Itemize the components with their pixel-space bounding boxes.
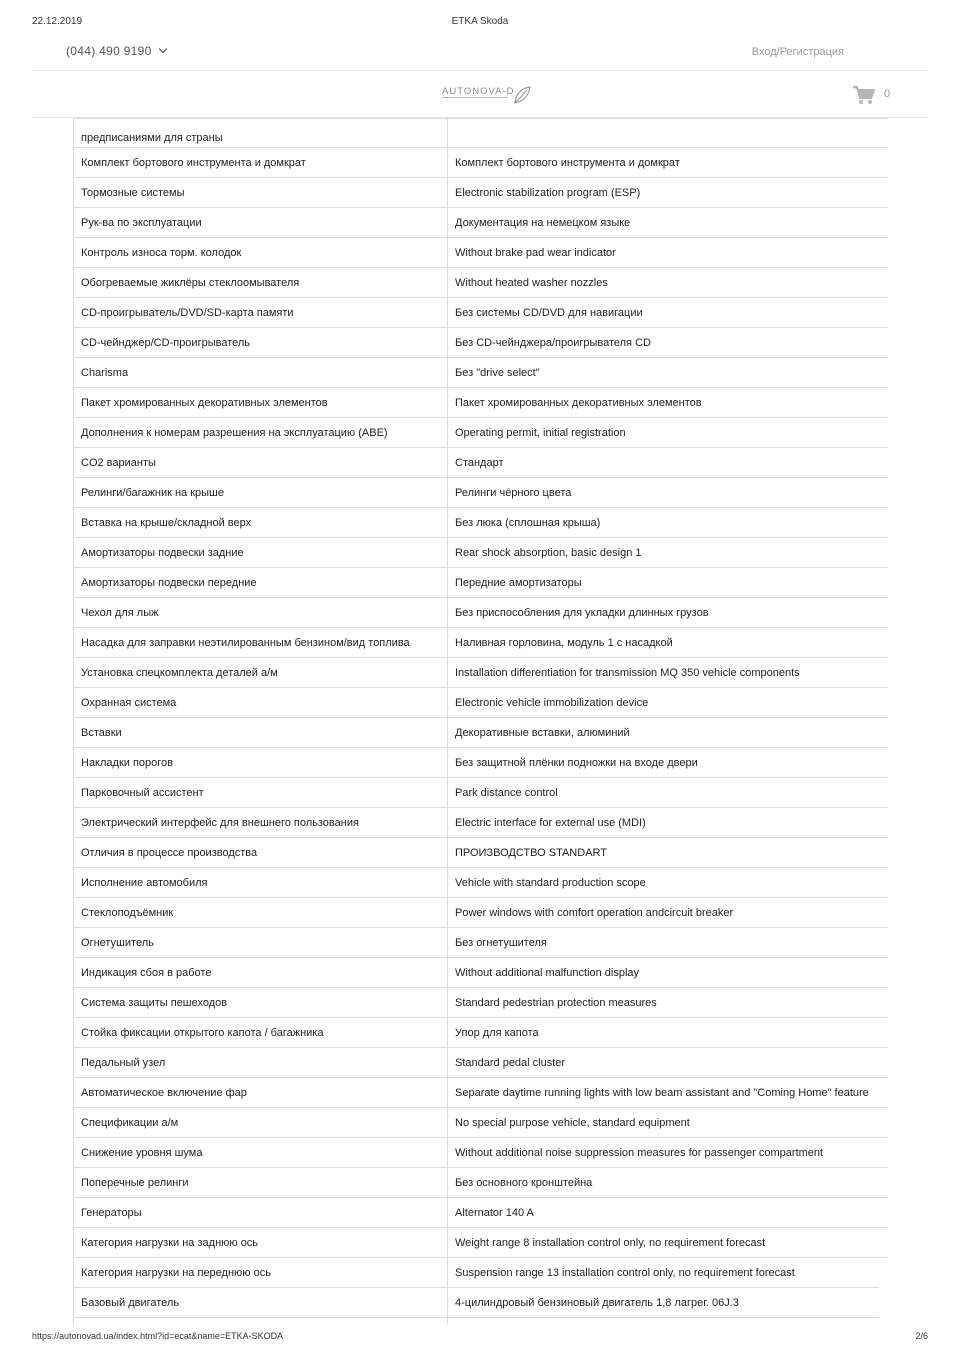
option-category-cell: Автоматическое включение фар: [74, 1078, 448, 1108]
table-row: [74, 988, 889, 1018]
table-row: [74, 1318, 889, 1325]
option-category-cell: Индикация сбоя в работе: [74, 958, 448, 988]
option-value-cell: Alternator 140 A: [448, 1198, 889, 1228]
table-row: [74, 928, 889, 958]
table-row: [74, 328, 889, 358]
table-row: [74, 1048, 889, 1078]
table-row: [74, 148, 889, 178]
logo-text: AUTONOVA-D: [442, 86, 515, 97]
option-category-cell: Вставки: [74, 718, 448, 748]
option-value-cell: Standard pedal cluster: [448, 1048, 889, 1078]
table-row: [74, 508, 889, 538]
option-value-cell: Релинги чёрного цвета: [448, 478, 889, 508]
option-value-cell: Without additional malfunction display: [448, 958, 889, 988]
cart-icon: [852, 85, 876, 105]
table-row: [74, 268, 889, 298]
option-category-cell: CD-проигрыватель/DVD/SD-карта памяти: [74, 298, 448, 328]
page-number: 2/6: [915, 1331, 928, 1341]
option-category-cell: CD-чейнджер/CD-проигрыватель: [74, 328, 448, 358]
table-row: [74, 688, 889, 718]
option-category-cell: Стойка фиксации открытого капота / багажника: [74, 1018, 448, 1048]
option-category-cell: Огнетушитель: [74, 928, 448, 958]
table-row: [74, 1228, 889, 1258]
option-value-cell: Декоративные вставки, алюминий: [448, 718, 889, 748]
option-value-cell: Без люка (сплошная крыша): [448, 508, 889, 538]
table-row: [74, 1018, 889, 1048]
table-row: [74, 1108, 889, 1138]
print-header: [32, 16, 928, 30]
option-category-cell: Чехол для лыж: [74, 598, 448, 628]
table-row: [74, 1168, 889, 1198]
option-value-cell: Electronic vehicle immobilization device: [448, 688, 889, 718]
table-row: [74, 748, 889, 778]
option-value-cell: Vehicle with standard production scope: [448, 868, 889, 898]
leaf-icon: [512, 85, 532, 105]
table-row: [74, 718, 889, 748]
option-value-cell: Rear shock absorption, basic design 1: [448, 538, 889, 568]
option-value-cell: Передние амортизаторы: [448, 568, 889, 598]
top-bar: [32, 38, 928, 71]
option-category-cell: Тормозные системы: [74, 178, 448, 208]
option-category-cell: Снижение уровня шума: [74, 1138, 448, 1168]
table-row: [74, 1258, 889, 1288]
option-category-cell: предписаниями для страны: [74, 119, 448, 148]
table-row: [74, 418, 889, 448]
option-category-cell: Электрический интерфейс для внешнего пользования: [74, 808, 448, 838]
table-row: [74, 568, 889, 598]
option-value-cell: Без огнетушителя: [448, 928, 889, 958]
option-category-cell: Спецификации а/м: [74, 1108, 448, 1138]
option-value-cell: Weight range 8 installation control only, no requirement forecast: [448, 1228, 889, 1258]
option-value-cell: Комплект бортового инструмента и домкрат: [448, 148, 889, 178]
option-category-cell: Исполнение автомобиля: [74, 868, 448, 898]
table-row: [74, 598, 889, 628]
option-value-cell: Electronic stabilization program (ESP): [448, 178, 889, 208]
table-row: [74, 808, 889, 838]
option-value-cell: Без CD-чейнджера/проигрывателя CD: [448, 328, 889, 358]
option-category-cell: Категория нагрузки на переднюю ось: [74, 1258, 448, 1288]
option-category-cell: Педальный узел: [74, 1048, 448, 1078]
option-value-cell: Пакет хромированных декоративных элементов: [448, 388, 889, 418]
option-category-cell: Насадка для заправки неэтилированным бензином/вид топлива: [74, 628, 448, 658]
option-category-cell: Охранная система: [74, 688, 448, 718]
option-category-cell: Обогреваемые жиклёры стеклоомывателя: [74, 268, 448, 298]
option-value-cell: Standard pedestrian protection measures: [448, 988, 889, 1018]
option-category-cell: Амортизаторы подвески передние: [74, 568, 448, 598]
option-value-cell: Без защитной плёнки подножки на входе двери: [448, 748, 889, 778]
equipment-table: [73, 118, 888, 1324]
option-value-cell: Operating permit, initial registration: [448, 418, 889, 448]
print-footer: [32, 1331, 928, 1345]
print-date: 22.12.2019: [32, 16, 83, 27]
option-category-cell: Комплект бортового инструмента и домкрат: [74, 148, 448, 178]
option-value-cell: Suspension range 13 installation control only, no requirement forecast: [448, 1258, 889, 1288]
print-url: https://autonovad.ua/index.html?id=ecat&name=ETKA-SKODA: [32, 1331, 284, 1341]
option-value-cell: Наливная горловина, модуль 1 с насадкой: [448, 628, 889, 658]
option-category-cell: Рук-ва по эксплуатации: [74, 208, 448, 238]
option-value-cell: Стандарт: [448, 448, 889, 478]
table-row: [74, 1288, 889, 1318]
option-category-cell: Парковочный ассистент: [74, 778, 448, 808]
option-value-cell: Without heated washer nozzles: [448, 268, 889, 298]
table-row: [74, 1138, 889, 1168]
equipment-table-area: [73, 118, 888, 1324]
table-row: [74, 238, 889, 268]
table-row: [74, 838, 889, 868]
option-category-cell: Вставка на крыше/складной верх: [74, 508, 448, 538]
table-row: [74, 478, 889, 508]
option-category-cell: Поперечные релинги: [74, 1168, 448, 1198]
table-row: [74, 178, 889, 208]
option-value-cell: Separate daytime running lights with low beam assistant and "Coming Home" feature: [448, 1078, 889, 1108]
option-value-cell: 4-цилиндровый бензиновый двигатель 1,8 лагрег. 06J.3: [448, 1288, 889, 1318]
cart-button[interactable]: [852, 85, 876, 105]
table-row: [74, 628, 889, 658]
option-category-cell: Накладки порогов: [74, 748, 448, 778]
option-value-cell: No special purpose vehicle, standard equipment: [448, 1108, 889, 1138]
option-category-cell: Генераторы: [74, 1198, 448, 1228]
option-category-cell: Отличия в процессе производства: [74, 838, 448, 868]
table-row: [74, 358, 889, 388]
header-bar: [32, 71, 928, 118]
option-value-cell: Power windows with comfort operation andcircuit breaker: [448, 898, 889, 928]
option-value-cell: Упор для капота: [448, 1018, 889, 1048]
table-row: [74, 208, 889, 238]
option-category-cell: Категория нагрузки на заднюю ось: [74, 1228, 448, 1258]
table-row: [74, 388, 889, 418]
table-row: [74, 1198, 889, 1228]
logo-underline: [442, 97, 508, 100]
table-row: [74, 538, 889, 568]
option-category-cell: Установка спецкомплекта деталей а/м: [74, 658, 448, 688]
option-category-cell: Релинги/багажник на крыше: [74, 478, 448, 508]
print-title: ETKA Skoda: [451, 16, 509, 27]
option-category-cell: Базовый двигатель: [74, 1288, 448, 1318]
option-category-cell: Система защиты пешеходов: [74, 988, 448, 1018]
phone-dropdown[interactable]: [66, 44, 166, 58]
option-value-cell: Документация на немецком языке: [448, 208, 889, 238]
option-value-cell: Without brake pad wear indicator: [448, 238, 889, 268]
option-value-cell: [448, 119, 889, 148]
table-row: [74, 448, 889, 478]
option-value-cell: Electric interface for external use (MDI): [448, 808, 889, 838]
table-row: [74, 868, 889, 898]
table-row: [74, 119, 889, 148]
chevron-down-icon: [158, 45, 166, 53]
option-category-cell: Стеклоподъёмник: [74, 898, 448, 928]
option-value-cell: Installation differentiation for transmission MQ 350 vehicle components: [448, 658, 889, 688]
option-category-cell: Амортизаторы подвески задние: [74, 538, 448, 568]
option-value-cell: Без основного кронштейна: [448, 1168, 889, 1198]
table-row: [74, 778, 889, 808]
option-category-cell: Пакет хромированных декоративных элементов: [74, 388, 448, 418]
table-row: [74, 898, 889, 928]
scroll-edge: [879, 1280, 891, 1326]
option-category-cell: Дополнения к номерам разрешения на эксплуатацию (АВЕ): [74, 418, 448, 448]
option-category-cell: Charisma: [74, 358, 448, 388]
option-category-cell: CO2 варианты: [74, 448, 448, 478]
option-category-cell: [74, 1318, 448, 1325]
login-register-link[interactable]: Вход/Регистрация: [751, 46, 844, 58]
table-row: [74, 658, 889, 688]
table-row: [74, 1078, 889, 1108]
option-value-cell: Без системы CD/DVD для навигации: [448, 298, 889, 328]
option-value-cell: Без "drive select": [448, 358, 889, 388]
option-category-cell: Контроль износа торм. колодок: [74, 238, 448, 268]
option-value-cell: ПРОИЗВОДСТВО STANDART: [448, 838, 889, 868]
option-value-cell: Без приспособления для укладки длинных грузов: [448, 598, 889, 628]
phone-number: (044) 490 9190: [66, 44, 152, 58]
cart-count: 0: [884, 88, 891, 100]
option-value-cell: [448, 1318, 889, 1325]
table-row: [74, 298, 889, 328]
site-logo[interactable]: [442, 85, 532, 105]
option-value-cell: Park distance control: [448, 778, 889, 808]
option-value-cell: Without additional noise suppression measures for passenger compartment: [448, 1138, 889, 1168]
table-row: [74, 958, 889, 988]
